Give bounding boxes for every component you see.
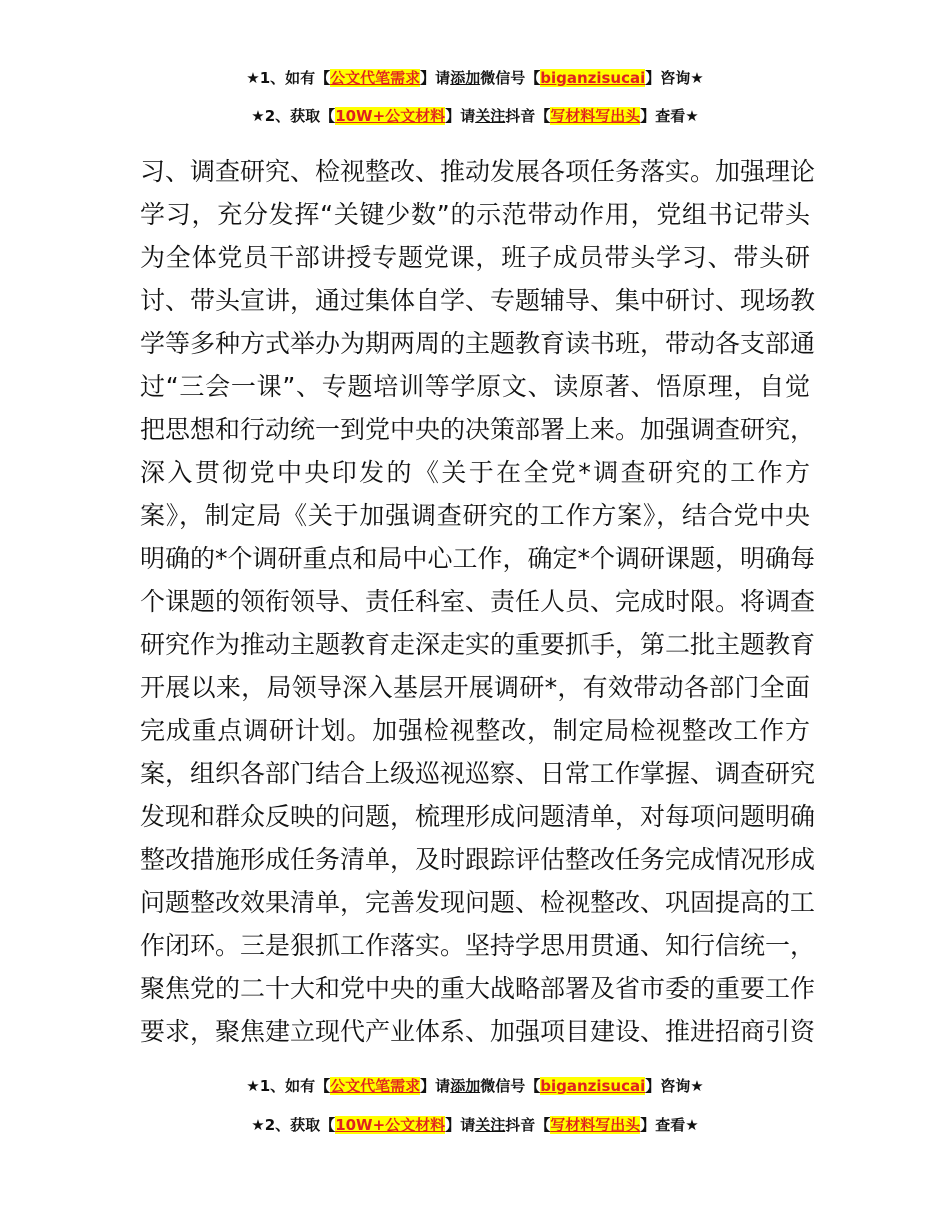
body-line: 明确的*个调研重点和局中心工作，确定*个调研课题，明确每 (140, 544, 816, 573)
body-line: 问题整改效果清单，完善发现问题、检视整改、巩固提高的工 (140, 888, 816, 917)
banner-highlight-service: 公文代笔需求 (330, 1077, 421, 1095)
body-line: 深入贯彻党中央印发的《关于在全党*调查研究的工作方 (140, 458, 810, 487)
body-line: 案，组织各部门结合上级巡视巡察、日常工作掌握、调查研究 (140, 759, 816, 788)
banner-text: 微信号【 (480, 69, 541, 87)
banner-text: 抖音【 (505, 1116, 551, 1134)
body-line: 作闭环。三是狠抓工作落实。坚持学思用贯通、知行信统一， (140, 931, 816, 960)
body-line: 讨、带头宣讲，通过集体自学、专题辅导、集中研讨、现场教 (140, 286, 816, 315)
document-body (140, 150, 816, 1053)
body-line: 聚焦党的二十大和党中央的重大战略部署及省市委的重要工作 (140, 974, 816, 1003)
body-line: 案》，制定局《关于加强调查研究的工作方案》，结合党中央 (140, 501, 810, 530)
body-line: 整改措施形成任务清单，及时跟踪评估整改任务完成情况形成 (140, 845, 816, 874)
banner-highlight-materials: 10W+公文材料 (335, 1116, 446, 1134)
banner-highlight-service: 公文代笔需求 (330, 69, 421, 87)
footer-banner-line-2 (0, 1115, 950, 1135)
header-banner-line-2 (0, 106, 950, 126)
banner-highlight-account: 写材料写出头 (550, 107, 641, 125)
banner-suffix: 】咨询★ (645, 1077, 704, 1095)
body-line: 完成重点调研计划。加强检视整改，制定局检视整改工作方 (140, 716, 810, 745)
body-line: 要求，聚焦建立现代产业体系、加强项目建设、推进招商引资 (140, 1017, 816, 1046)
banner-text: 微信号【 (480, 1077, 541, 1095)
banner-text: 】请 (420, 1077, 451, 1095)
body-line: 过“三会一课”、专题培训等学原文、读原著、悟原理，自觉 (140, 372, 810, 401)
body-line: 习、调查研究、检视整改、推动发展各项任务落实。加强理论 (140, 157, 816, 186)
banner-underlined-word: 添加 (450, 69, 481, 87)
header-banner-line-1 (0, 68, 950, 88)
banner-underlined-word: 关注 (475, 1116, 506, 1134)
body-line: 开展以来，局领导深入基层开展调研*，有效带动各部门全面 (140, 673, 810, 702)
banner-text: 抖音【 (505, 107, 551, 125)
banner-underlined-word: 添加 (450, 1077, 481, 1095)
banner-suffix: 】查看★ (640, 107, 699, 125)
banner-suffix: 】咨询★ (645, 69, 704, 87)
banner-text: 】请 (445, 107, 476, 125)
banner-text: 】请 (420, 69, 451, 87)
banner-underlined-word: 关注 (475, 107, 506, 125)
body-line: 把思想和行动统一到党中央的决策部署上来。加强调查研究， (140, 415, 816, 444)
banner-highlight-wechat-id: biganzisucai (540, 69, 646, 87)
body-line: 发现和群众反映的问题，梳理形成问题清单，对每项问题明确 (140, 802, 816, 831)
banner-highlight-wechat-id: biganzisucai (540, 1077, 646, 1095)
banner-highlight-account: 写材料写出头 (550, 1116, 641, 1134)
body-line: 个课题的领衔领导、责任科室、责任人员、完成时限。将调查 (140, 587, 816, 616)
banner-text: 】请 (445, 1116, 476, 1134)
banner-highlight-materials: 10W+公文材料 (335, 107, 446, 125)
banner-prefix: ★2、获取【 (251, 1116, 336, 1134)
banner-prefix: ★1、如有【 (246, 1077, 331, 1095)
body-line: 学习，充分发挥“关键少数”的示范带动作用，党组书记带头 (140, 200, 810, 229)
body-line: 学等多种方式举办为期两周的主题教育读书班，带动各支部通 (140, 329, 816, 358)
footer-banner-line-1 (0, 1076, 950, 1096)
body-line: 为全体党员干部讲授专题党课，班子成员带头学习、带头研 (140, 243, 810, 272)
banner-prefix: ★2、获取【 (251, 107, 336, 125)
banner-suffix: 】查看★ (640, 1116, 699, 1134)
banner-prefix: ★1、如有【 (246, 69, 331, 87)
body-line: 研究作为推动主题教育走深走实的重要抓手，第二批主题教育 (140, 630, 816, 659)
